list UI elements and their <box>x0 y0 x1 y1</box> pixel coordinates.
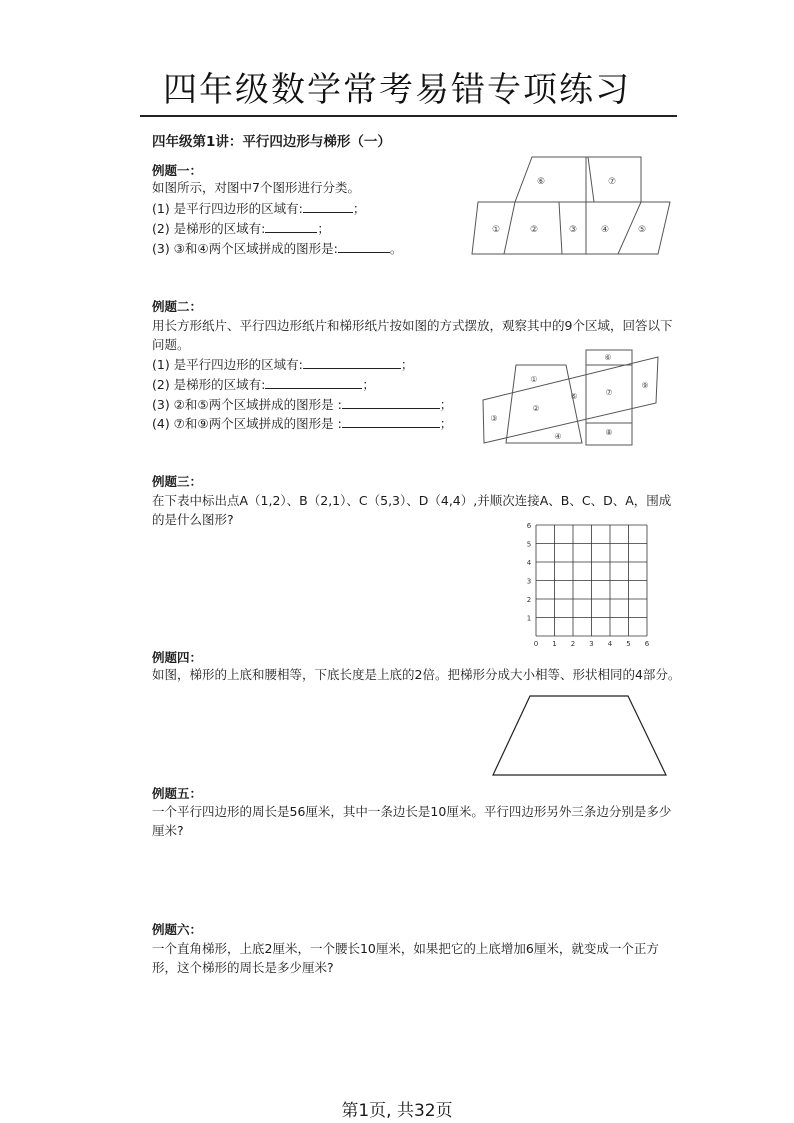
example-6-text: 一个直角梯形，上底2厘米，一个腰长10厘米，如果把它的上底增加6厘米，就变成一个正方形，这个梯形的周长是多少厘米? <box>152 941 659 975</box>
question-text: (3) ②和⑤两个区域拼成的图形是 : <box>152 397 342 412</box>
answer-blank[interactable] <box>303 200 353 213</box>
question-end: ； <box>352 201 366 216</box>
x-tick-label: 5 <box>626 640 631 648</box>
question-text: (2) 是梯形的区域有: <box>152 221 266 236</box>
example-5-heading: 例题五： <box>152 786 203 801</box>
page-footer: 第1页, 共32页 <box>341 1101 453 1121</box>
x-tick-label: 6 <box>644 640 650 648</box>
trapezoid-shape <box>493 696 666 775</box>
title-rule <box>140 115 677 117</box>
example-3-heading: 例题三： <box>152 474 203 489</box>
y-tick-label: 2 <box>526 596 532 604</box>
x-tick-label: 1 <box>552 640 557 648</box>
region-label: ⑤ <box>570 392 578 401</box>
example-4-trapezoid <box>488 692 673 782</box>
answer-blank[interactable] <box>265 376 362 389</box>
example-3-grid <box>522 518 657 650</box>
trapezoid-region-6 <box>515 157 594 202</box>
example-4-heading: 例题四： <box>152 650 203 665</box>
question-end: 。 <box>389 241 403 256</box>
region-label: ② <box>529 225 539 235</box>
region-label: ③ <box>490 414 498 423</box>
region-label: ⑥ <box>536 177 546 187</box>
region-label: ③ <box>568 225 578 235</box>
question-end: ； <box>439 397 453 412</box>
answer-blank[interactable] <box>338 240 390 253</box>
y-tick-label: 4 <box>526 559 532 567</box>
question-text: (4) ⑦和⑨两个区域拼成的图形是 : <box>152 416 342 431</box>
question-end: ； <box>400 357 414 372</box>
question-end: ； <box>439 416 453 431</box>
question-end: ； <box>362 377 375 392</box>
region-label: ④ <box>554 432 562 441</box>
answer-blank[interactable] <box>265 220 317 233</box>
answer-blank[interactable] <box>342 415 440 428</box>
example-1-figure <box>470 152 680 258</box>
example-1-heading: 例题一： <box>152 163 203 178</box>
region-label: ① <box>530 375 538 384</box>
example-2-question-2 <box>152 375 375 394</box>
region-label: ⑤ <box>637 225 647 235</box>
question-text: (1) 是平行四边形的区域有: <box>152 357 303 372</box>
trapezoid-paper <box>506 365 582 443</box>
question-end: ； <box>317 221 330 236</box>
question-text: (3) ③和④两个区域拼成的图形是: <box>152 241 338 256</box>
example-1-question-1 <box>152 199 365 218</box>
y-tick-label: 1 <box>526 614 532 623</box>
example-6-heading: 例题六： <box>152 922 203 937</box>
example-1-intro: 如图所示，对图中7个图形进行分类。 <box>152 180 360 195</box>
x-tick-label: 2 <box>570 640 576 648</box>
region-label: ⑥ <box>604 353 612 362</box>
answer-blank[interactable] <box>303 356 401 369</box>
example-2-figure <box>478 345 663 448</box>
example-2-intro: 用长方形纸片、平行四边形纸片和梯形纸片按如图的方式摆放，观察其中的9个区域，回答以下问题。 <box>152 318 673 352</box>
page-title: 四年级数学常考易错专项练习 <box>163 70 631 110</box>
example-3-text: 在下表中标出点A（1,2）、B（2,1）、C（5,3）、D（4,4）,并顺次连接A、B、C、D、A，围成的是什么图形? <box>152 493 672 527</box>
answer-blank[interactable] <box>342 396 440 409</box>
region-label: ⑧ <box>605 428 613 437</box>
example-2-question-4 <box>152 414 452 433</box>
section-title: 四年级第1讲：平行四边形与梯形（一） <box>152 134 391 150</box>
example-1-question-3 <box>152 239 402 258</box>
question-text: (2) 是梯形的区域有: <box>152 377 266 392</box>
region-label: ⑦ <box>607 177 617 187</box>
region-label: ⑨ <box>641 381 649 390</box>
example-5-text: 一个平行四边形的周长是56厘米，其中一条边长是10厘米。平行四边形另外三条边分别是多少厘米? <box>152 804 672 838</box>
x-tick-label: 4 <box>607 640 613 648</box>
y-tick-label: 6 <box>526 522 532 530</box>
example-4-text: 如图，梯形的上底和腰相等，下底长度是上底的2倍。把梯形分成大小相等、形状相同的4部分。 <box>152 667 681 682</box>
y-tick-label: 5 <box>526 540 532 549</box>
x-tick-label: 0 <box>533 640 539 648</box>
region-label: ⑦ <box>605 388 613 397</box>
y-tick-label: 3 <box>526 577 532 586</box>
region-label: ④ <box>600 225 610 235</box>
example-2-question-3 <box>152 395 452 414</box>
example-1-question-2 <box>152 219 330 238</box>
region-label: ① <box>491 225 501 235</box>
region-label: ② <box>532 404 540 413</box>
question-text: (1) 是平行四边形的区域有: <box>152 201 303 216</box>
example-2-question-1 <box>152 355 413 374</box>
x-tick-label: 3 <box>589 640 594 648</box>
example-2-heading: 例题二： <box>152 299 203 314</box>
